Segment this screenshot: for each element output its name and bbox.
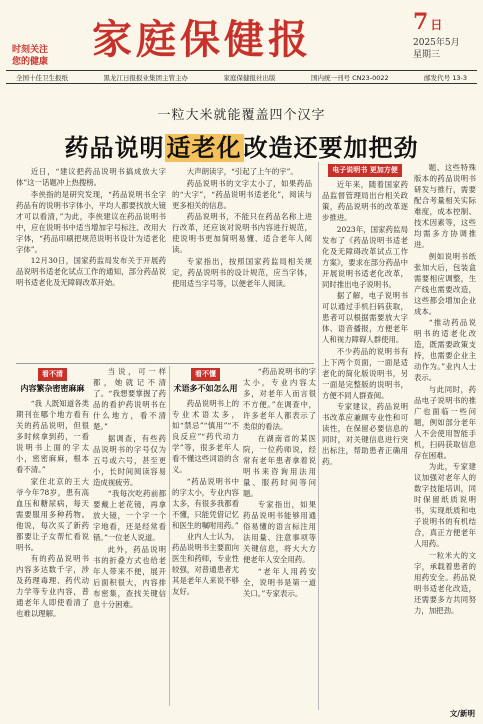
lead-paragraph: 大声朗读字，“引起了上午的宇”。 — [186, 167, 298, 176]
info-cn-number: 国内统一刊号 CN23-0022 — [311, 73, 389, 82]
date-day-suffix: 日 — [430, 18, 443, 32]
sidebar-paragraph: “药品说明书中的字太小，专业内容太多，有很多我都看不懂，只能凭借记忆和医生的嘱咐用药。” — [172, 476, 239, 530]
article-paragraph: 据了解，电子说明书可以通过手机扫码获取，患者可以根据需要放大字体、语音播报，方便老年人和视力障碍人群使用。 — [322, 291, 408, 344]
article-author: 文/新明 — [449, 709, 475, 718]
section-divider — [16, 363, 314, 364]
article-kicker: 一粒大米就能覆盖四个汉字 — [157, 108, 326, 123]
lead-column-2 — [172, 166, 312, 362]
date-year-month: 2025年5月 — [413, 38, 460, 48]
article-column-3 — [322, 162, 408, 717]
info-press: 家庭保健报社出版 — [223, 73, 276, 82]
column-divider — [169, 366, 170, 706]
lead-column-1 — [16, 166, 166, 362]
date-day: 7 — [413, 9, 429, 35]
sidebar-title: 术语多不如怎么用 — [173, 384, 238, 393]
article-paragraph: 一粒米大的文字，承载着患者的用药安全。药品说明书适老化改造，还需要多方共同努力，加把劲。 — [414, 550, 476, 615]
sidebar-title: 内容繁杂密密麻麻 — [20, 384, 85, 393]
issue-date — [413, 10, 469, 61]
sidebar-paragraph: 专家指出，如果药品说明书能够用通俗易懂的语言标注用法用量、注意事项等关键信息，将大大方便老年人安全用药。 — [243, 500, 316, 564]
article-paragraph: 近年来，随着国家药品监督管理局出台相关政策，药品说明书的改革逐步推进。 — [322, 180, 408, 222]
article-paragraph: 为此，专家建议加强对老年人的数字技能培训，同时保留纸质说明书，实现纸质和电子说明书的有机结合，真正方便老年人用药。 — [414, 462, 476, 548]
article-paragraph: 与此同时，药品电子说明书的推广也面临一些问题，例如部分老年人不会使用智能手机，扫码获取信息存在困难。 — [414, 384, 476, 460]
sidebar-tag: 看不懂 — [191, 368, 220, 381]
column-divider — [318, 162, 319, 710]
info-award: 全国十佳卫生报纸 — [16, 73, 68, 82]
info-postal-code: 邮发代号 13-3 — [424, 73, 467, 82]
article-paragraph: 2023年，国家药监局发布了《药品说明书适老化及无障碍改革试点工作方案》，要求在部分药品中开展说明书适老化改革，同时推出电子说明书。 — [322, 224, 408, 289]
masthead-slogan — [12, 44, 68, 68]
sidebar-cant-see-continued — [93, 366, 166, 708]
lead-paragraph: 药品说明书的文字太小了，如果药品的“大字”，“药品说明书适老化”，阅读与更多相关的信息。 — [172, 178, 312, 210]
sidebar-paragraph: 据调查，有些药品说明书的字号仅为五号或六号，甚至更小，长时间阅读容易造成视疲劳。 — [93, 433, 166, 487]
lead-paragraph: 12月30日，国家药监局发布关于开展药品说明书适老化试点工作的通知，部分药品说明书适老化及无障碍改革开始。 — [16, 256, 166, 287]
masthead — [0, 0, 483, 90]
lead-paragraph: 李侠指的是研究发现，“药品说明书全字药品有的说明书字体小，平均人都要找放大镜才可以看清，”为此，李侠建议在药品说明书中，应在说明书中适当增加字号标注、改用大字体，“药品印刷把规范说明书设计为适老化字体”。 — [16, 189, 166, 254]
slogan-line2: 您的健康 — [12, 57, 49, 67]
lead-paragraph: 专家指出，按照国家药监局相关规定，药品说明书的设计规范，应当字体，使用适当字号等，以便老年人阅读。 — [172, 256, 312, 288]
section-tag: 电子说明书 更加方便 — [328, 164, 401, 177]
article-paragraph: “推动药品说明书的适老化改造，既需要政策支持，也需要企业主动作为。”业内人士表示。 — [414, 318, 476, 382]
sidebar-paragraph: “老年人用药安全，说明书是第一道关口。”专家表示。 — [243, 566, 316, 598]
sidebar-cant-understand — [172, 366, 239, 702]
sidebar-paragraph: 此外，药品说明书的折叠方式也给老年人带来不便，展开后面积很大，内容排布密集，查找关键信息十分困难。 — [93, 544, 166, 609]
article-paragraph: 例如说明书纸张加大后，包装盒需要相应调整，生产线也需要改造，这些都会增加企业成本。 — [414, 251, 476, 316]
sidebar-paragraph: “药品说明书的字太小，专业内容太多，对老年人而言很不方便。”在调查中，许多老年人都表示了类似的看法。 — [243, 367, 316, 431]
sidebar-paragraph: 当说，可一样都，她就记不清了。“我想要掌握了药品的看护药说明书在什么地方，看不清楚。” — [93, 367, 166, 431]
headline-post: 改造还要加把劲 — [243, 134, 419, 162]
date-weekday: 星期三 — [413, 50, 441, 60]
lead-paragraph: 药品说明书，不能只在药品名称上进行改革，还应该对说明书内容进行规范，使说明书更加简明易懂、适合老年人阅读。 — [172, 212, 312, 254]
sidebar-paragraph: 业内人士认为，药品说明书主要面向医生和药师，专业性较强，对普通患者尤其是老年人来说不够友好。 — [172, 532, 239, 596]
headline-highlight: 适老化 — [166, 134, 242, 162]
info-publisher: 黑龙江日报报业集团主管主办 — [103, 73, 188, 82]
sidebar-paragraph: 有的药品说明书内容多达数千字，涉及药理毒理、药代动力学等专业内容，普通老年人即使看清了也难以理解。 — [16, 554, 89, 618]
sidebar-paragraph: 药品说明书上的专业术语太多，如“禁忌”“慎用”“不良反应”“药代动力学”等，很多老年人看不懂这些词语的含义。 — [172, 399, 239, 474]
sidebar-paragraph: 在湖南省的某医院，一位药师说，经常有老年患者拿着说明书来咨询用法用量、服药时间等问题。 — [243, 433, 316, 498]
sidebar-tag: 看不清 — [38, 368, 67, 381]
sidebar-cant-understand-continued — [243, 366, 316, 702]
article-paragraph: 不少药品的说明书有上下两个页面，一面是适老化的简化版说明书，另一面是完整版的说明书，方便不同人群查阅。 — [322, 346, 408, 400]
article-paragraph: 专家建议，药品说明书改革应兼顾专业性和可读性，在保留必要信息的同时，对关键信息进行突出标注，帮助患者正确用药。 — [322, 402, 408, 466]
slogan-line1: 时刻关注 — [12, 45, 49, 55]
sidebar-paragraph: “我每次吃药前都要戴上老花镜，再拿放大镜，一个字一个字地看，还是经常看错。”一位老人说道。 — [93, 489, 166, 542]
article-paragraph: 题、这些特殊版本的药品说明书研发与推行，需要配合考量相关实际难度，成本控制、技术因素等，这些均需多方协调推进。 — [414, 163, 476, 249]
sidebar-paragraph: 家住北京的王大爷今年78岁，患有高血压和糖尿病，每天需要服用多种药物。他说，每次买了新药都要让子女帮忙看说明书。 — [16, 476, 89, 552]
headline-pre: 药品说明 — [64, 134, 165, 162]
newspaper-title: 家庭保健报 — [92, 17, 312, 63]
sidebar-cant-see — [16, 366, 89, 708]
lead-paragraph: 近日，“建议把药品说明书搞成放大字体”这一话题冲上热搜榜。 — [16, 167, 166, 187]
sidebar-paragraph: “我 人既知道各类期刊在哪个地方看有关的药品说明，但很多时候拿到药，一看说明书上面的字太小，密密麻麻，根本看不清。” — [16, 399, 89, 474]
article-column-4 — [414, 162, 476, 710]
article-headline — [0, 128, 483, 163]
info-bar — [6, 70, 477, 84]
